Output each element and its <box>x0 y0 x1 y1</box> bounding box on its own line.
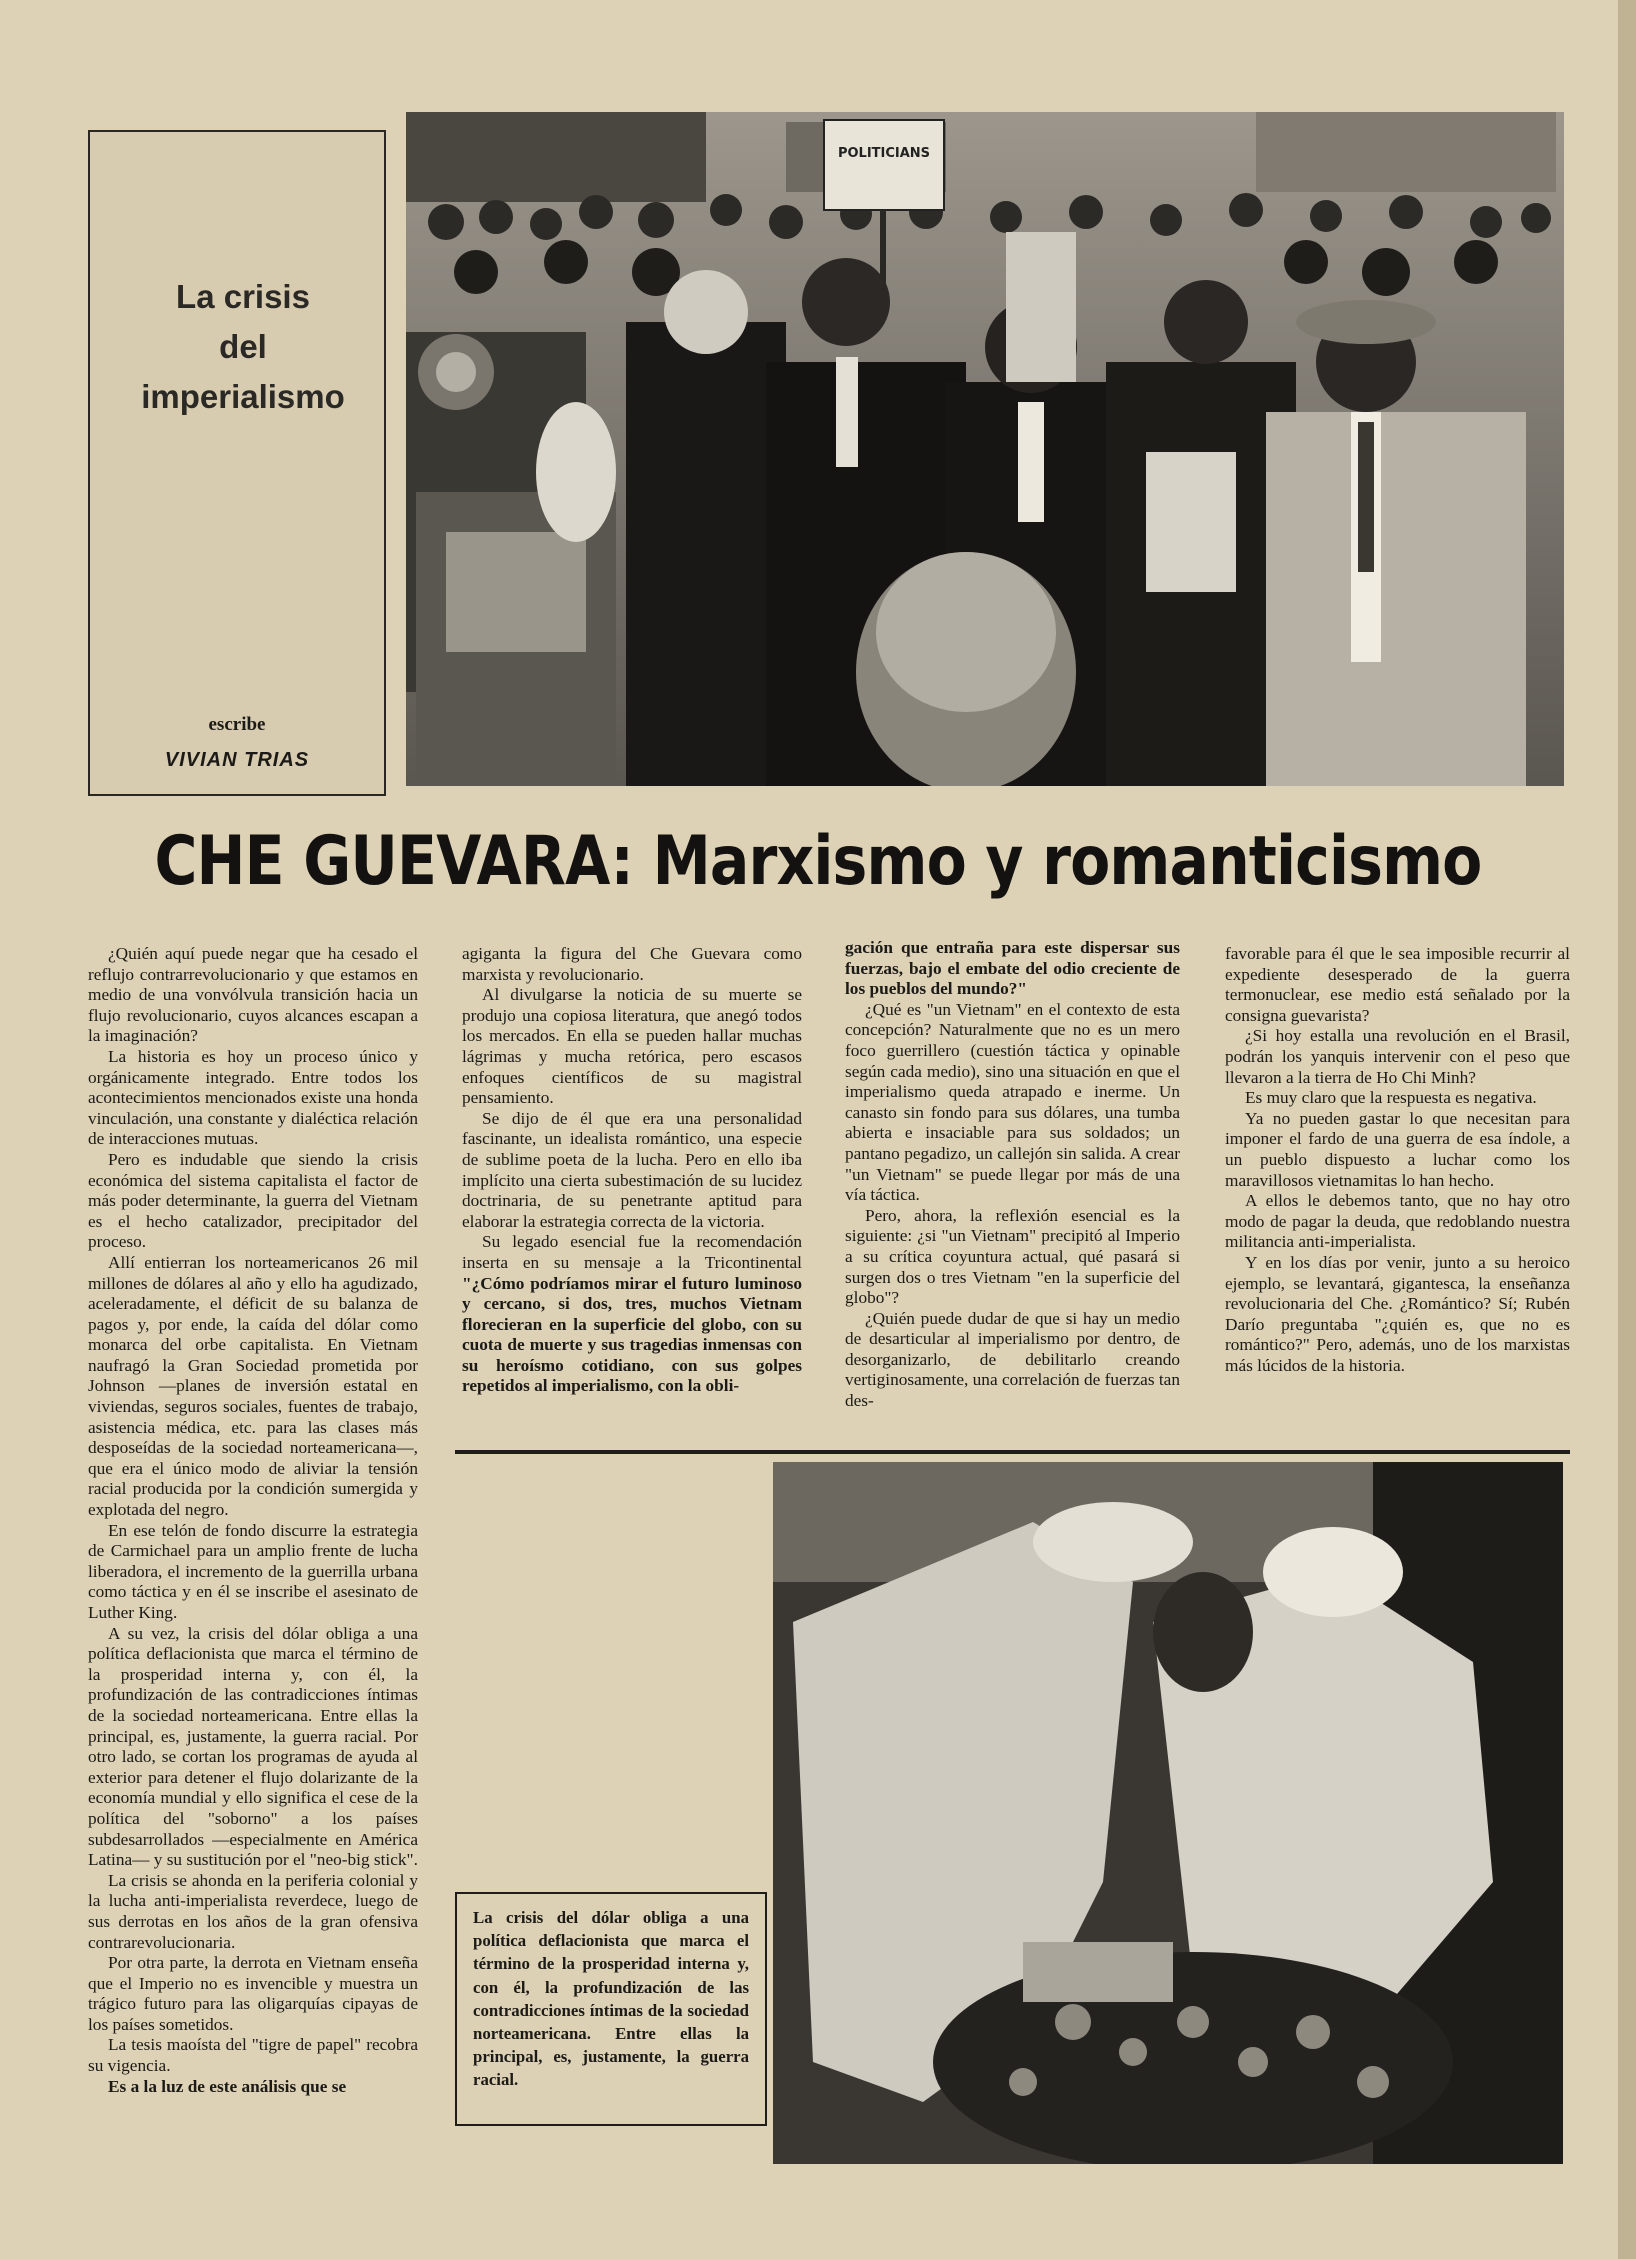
paragraph: Ya no pueden gastar lo que necesitan para imponer el fardo de una guerra de esa índole, a un pueblo dispuesto a luchar como los maravillosos vietnamitas lo han hecho. <box>1225 1108 1570 1190</box>
paragraph: Al divulgarse la noticia de su muerte se produjo una copiosa literatura, que anegó todos los mercados. En ella se pueden hallar muchas lágrimas y mucha retórica, pero escasos enfoques científicos de su magistral pensamiento. <box>462 985 802 1108</box>
section-kicker-box <box>88 130 386 796</box>
paragraph: ¿Quién puede dudar de que si hay un medio de desarticular al imperialismo por dentro, de desorganizarlo, de debilitarlo creando vertiginosamente, una correlación de fuerzas tan des- <box>845 1308 1180 1411</box>
funeral-photo <box>773 1462 1563 2164</box>
paragraph: ¿Si hoy estalla una revolución en el Brasil, podrán los yanquis intervenir con el peso que llevaron a la tierra de Ho Chi Minh? <box>1225 1026 1570 1087</box>
march-photo <box>406 112 1564 786</box>
byline-author: VIVIAN TRIAS <box>164 749 310 771</box>
paragraph: Se dijo de él que era una personalidad fascinante, un idealista romántico, una especie de sublime poeta de la lucha. Pero en ello iba implícito una cierta subestimación de su lucidez doctrinaria, de su penetrante aptitud para elaborar la estrategia correcta de la victoria. <box>462 1108 802 1231</box>
paragraph: Y en los días por venir, junto a su heroico ejemplo, se levantará, gigantesca, la enseñanza revolucionaria del Che. ¿Romántico? Sí; Rubén Darío preguntaba "¿quién es, que no es romántico?" Pero, además, uno de los marxistas más lúcidos de la historia. <box>1225 1252 1570 1375</box>
paragraph: Es a la luz de este análisis que se <box>108 2076 347 2096</box>
paragraph: A su vez, la crisis del dólar obliga a una política deflacionista que marca el término de la prosperidad interna y, con él, la profundización de las contradicciones íntimas de la sociedad norteamericana. Entre ellas la principal, es, justamente, la guerra racial. Por otro lado, se cortan los programas de ayuda al exterior para detener el flujo dolarizante de la economía mundial y ello significa el cese de la política del "soborno" a los países subdesarrollados —especialmente en América Latina— y su sustitución por el "neo-big stick". <box>88 1623 418 1870</box>
article-column-3 <box>845 938 1180 1412</box>
section-title-line: del <box>219 328 267 365</box>
paragraph: ¿Quién aquí puede negar que ha cesado el reflujo contrarrevolucionario y que estamos en medio de una vonvólvula transición hacia un flujo revolucionario, cuyos alcances escapan a la imaginación? <box>88 944 418 1046</box>
guevara-quote: "¿Cómo podríamos mirar el futuro luminoso y cercano, si dos, tres, muchos Vietnam florecieran en la superficie del globo, con su cuota de muerte y sus tragedias inmensas con su heroísmo cotidiano, con sus golpes repetidos al imperialismo, con la obli- <box>462 1273 802 1396</box>
paragraph: En ese telón de fondo discurre la estrategia de Carmichael para un amplio frente de lucha liberadora, el incremento de la guerrilla urbana como táctica y en él se inscribe el asesinato de Luther King. <box>88 1520 418 1622</box>
paragraph: ¿Qué es "un Vietnam" en el contexto de esta concepción? Naturalmente que no es un mero foco guerrillero (cuestión táctica y opinable según cada medio), sino una situación en que el imperialismo queda atrapado e inerme. Un canasto sin fondo para sus dólares, una tumba abierta e insaciable para sus soldados; un pantano pegadizo, un callejón sin salida. A crear "un Vietnam" se puede llegar por más de una vía táctica. <box>845 999 1180 1205</box>
paragraph <box>462 1232 802 1397</box>
paragraph: La tesis maoísta del "tigre de papel" recobra su vigencia. <box>88 2035 418 2076</box>
headline: CHE GUEVARA: Marxismo y romanticismo <box>154 822 1482 901</box>
paragraph: La crisis se ahonda en la periferia colonial y la lucha anti-imperialista reverdece, luego de sus derrotas en los años de la gran ofensiva contrarevolucionaria. <box>88 1870 418 1952</box>
paragraph: favorable para él que le sea imposible recurrir al expediente desesperado de la guerra termonuclear, ese medio está señalado por la consigna guevarista? <box>1225 944 1570 1025</box>
paragraph: A ellos le debemos tanto, que no hay otro modo de pagar la deuda, que redoblando nuestra militancia anti-imperialista. <box>1225 1191 1570 1252</box>
paragraph: Pero, ahora, la reflexión esencial es la siguiente: ¿si "un Vietnam" precipitó al Imperio a su crítica coyuntura actual, qué pasará si surgen dos o tres Vietnam "en la superficie del globo"? <box>845 1205 1180 1308</box>
paragraph: Por otra parte, la derrota en Vietnam enseña que el Imperio no es invencible y muestra un trágico futuro para las oligarquías cipayas de los países sometidos. <box>88 1953 418 2034</box>
paragraph: Allí entierran los norteamericanos 26 mil millones de dólares al año y ello ha agudizado, aceleradamente, el déficit de su balanza de pagos y, por ende, la caída del dólar como monarca del orbe capitalista. En Vietnam naufragó la Gran Sociedad prometida por Johnson —planes de inversión estatal en viviendas, seguros sociales, fuentes de trabajo, asistencia médica, etc. para las clases más desposeídas de la sociedad norteamericana—, que era el único modo de aliviar la tensión racial producida por la condición sumergida y explotada del negro. <box>88 1252 418 1520</box>
byline-label: escribe <box>208 714 266 735</box>
section-title-line: imperialismo <box>141 378 345 415</box>
paragraph-text: Su legado esencial fue la recomendación inserta en su mensaje a la Tricontinental <box>462 1232 802 1272</box>
section-title-line: La crisis <box>176 278 310 315</box>
paragraph: agiganta la figura del Che Guevara como marxista y revolucionario. <box>462 944 802 984</box>
page-edge <box>1618 0 1636 2259</box>
section-divider <box>455 1450 1570 1454</box>
pull-quote-box <box>455 1892 767 2126</box>
paragraph: Pero es indudable que siendo la crisis económica del sistema capitalista el factor de más poder determinante, la guerra del Vietnam es el hecho catalizador, precipitador del proceso. <box>88 1149 418 1252</box>
article-column-1 <box>88 944 418 2097</box>
pull-quote: La crisis del dólar obliga a una política deflacionista que marca el término de la prosperidad interna y, con él, la profundización de las contradicciones íntimas de la sociedad norteamericana. Entre ellas la principal, es, justamente, la guerra racial. <box>473 1908 749 2090</box>
paragraph: La historia es hoy un proceso único y orgánicamente integrado. Entre todos los acontecimientos mencionados existe una honda vinculación, una constante y dialéctica relación de interacciones mutuas. <box>88 1046 418 1149</box>
guevara-quote-continued: gación que entraña para este dispersar sus fuerzas, bajo el embate del odio creciente de los pueblos del mundo?" <box>845 938 1180 999</box>
paragraph: Es muy claro que la respuesta es negativa. <box>1245 1088 1537 1108</box>
article-column-4 <box>1225 944 1570 1376</box>
section-title <box>118 272 368 422</box>
protest-sign-text: POLITICIANS <box>837 146 931 161</box>
article-column-2 <box>462 944 802 1397</box>
